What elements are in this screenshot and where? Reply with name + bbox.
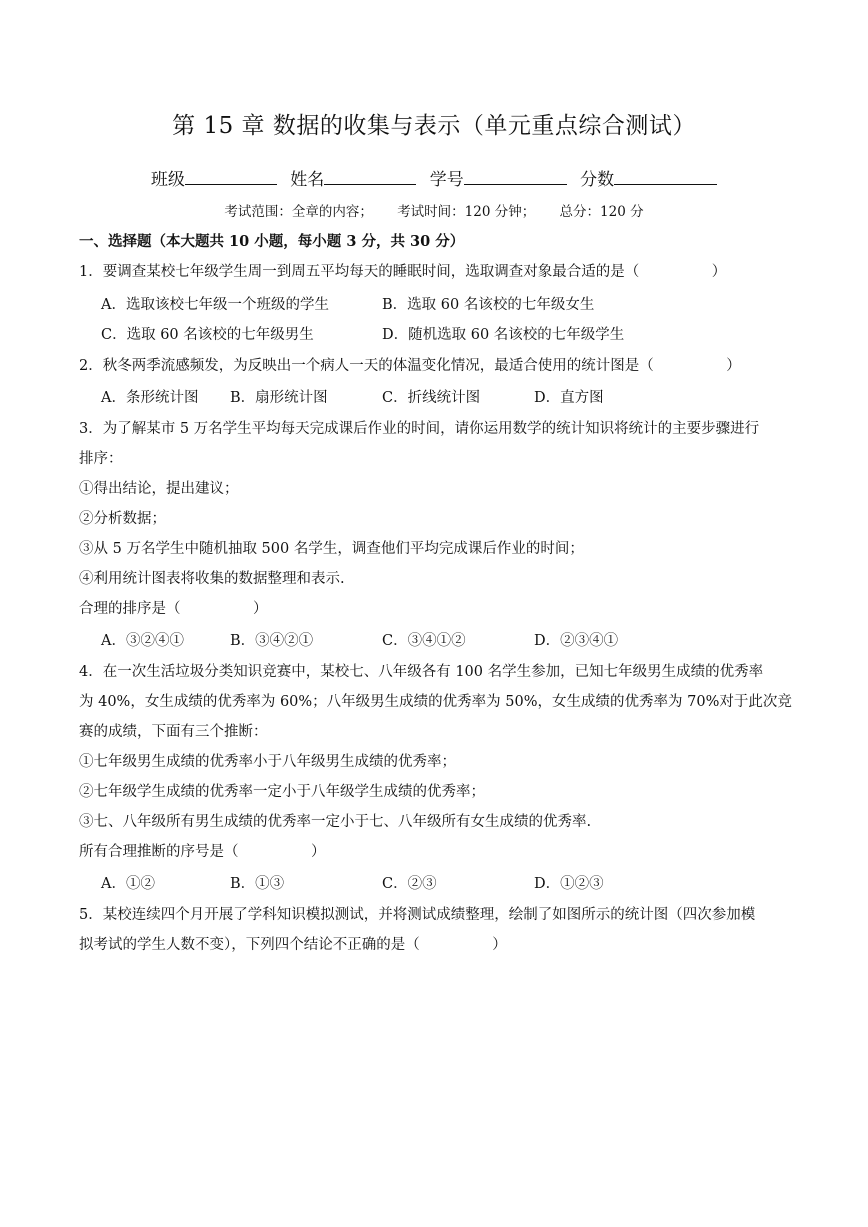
- q1-option-b[interactable]: B．选取 60 名该校的七年级女生: [382, 297, 595, 313]
- q4-option-c[interactable]: C．②③: [382, 876, 437, 892]
- q4-option-d[interactable]: D．①②③: [534, 876, 604, 892]
- q3-option-a[interactable]: A．③②④①: [101, 633, 184, 649]
- name-field: [290, 170, 421, 190]
- q1-option-c[interactable]: C．选取 60 名该校的七年级男生: [101, 327, 314, 343]
- student-info-line: [0, 166, 868, 193]
- page-title: 第 15 章 数据的收集与表示（单元重点综合测试）: [172, 113, 696, 139]
- q1-option-a[interactable]: A．选取该校七年级一个班级的学生: [101, 297, 329, 313]
- q4-stem-line1: 4．在一次生活垃圾分类知识竞赛中，某校七、八年级各有 100 名学生参加，已知七年级男生成绩的优秀率: [79, 664, 764, 680]
- id-blank[interactable]: [464, 166, 567, 185]
- q5-stem-line1: 5．某校连续四个月开展了学科知识模拟测试，并将测试成绩整理，绘制了如图所示的统计图（四次参加模: [79, 907, 756, 923]
- q3-stem-line1: 3．为了解某市 5 万名学生平均每天完成课后作业的时间，请你运用数学的统计知识将统计的主要步骤进行: [79, 421, 760, 437]
- q5-stem-line2: 拟考试的学生人数不变），下列四个结论不正确的是（ ）: [79, 937, 507, 953]
- id-field: [430, 170, 572, 190]
- q2-option-b[interactable]: B．扇形统计图: [230, 390, 328, 406]
- q3-stem-line2: 排序：: [79, 451, 123, 467]
- exam-meta-line: [0, 201, 868, 223]
- score-blank[interactable]: [614, 166, 717, 185]
- q3-step-3: ③从 5 万名学生中随机抽取 500 名学生，调查他们平均完成课后作业的时间；: [79, 541, 584, 557]
- q3-option-d[interactable]: D．②③④①: [534, 633, 619, 649]
- q4-stem-line2: 为 40%，女生成绩的优秀率为 60%；八年级男生成绩的优秀率为 50%，女生成绩的优秀率为 70%对于此次竞: [79, 694, 792, 710]
- q3-step-2: ②分析数据；: [79, 511, 166, 527]
- exam-scope: 考试范围：全章的内容；: [224, 204, 373, 220]
- q4-inference-1: ①七年级男生成绩的优秀率小于八年级男生成绩的优秀率；: [79, 754, 456, 770]
- class-blank[interactable]: [185, 166, 277, 185]
- q4-ask: 所有合理推断的序号是（ ）: [79, 844, 326, 860]
- name-blank[interactable]: [324, 166, 416, 185]
- q2-option-c[interactable]: C．折线统计图: [382, 390, 481, 406]
- score-label: 分数: [580, 170, 615, 190]
- q1-stem: 1．要调查某校七年级学生周一到周五平均每天的睡眠时间，选取调查对象最合适的是（ ）: [79, 264, 727, 280]
- q3-ask: 合理的排序是（ ）: [79, 601, 268, 617]
- q3-option-b[interactable]: B．③④②①: [230, 633, 314, 649]
- q4-stem-line3: 赛的成绩，下面有三个推断：: [79, 724, 268, 740]
- exam-total: 总分：120 分: [559, 204, 644, 220]
- q3-option-c[interactable]: C．③④①②: [382, 633, 466, 649]
- q2-stem: 2．秋冬两季流感频发，为反映出一个病人一天的体温变化情况，最适合使用的统计图是（ ）: [79, 358, 741, 374]
- score-field: [580, 170, 717, 190]
- class-label: 班级: [150, 170, 185, 190]
- exam-time: 考试时间：120 分钟；: [397, 204, 536, 220]
- q1-option-d[interactable]: D．随机选取 60 名该校的七年级学生: [382, 327, 625, 343]
- section-heading: 一、选择题（本大题共 10 小题，每小题 3 分，共 30 分）: [79, 233, 465, 250]
- q3-step-4: ④利用统计图表将收集的数据整理和表示.: [79, 571, 345, 587]
- q4-option-a[interactable]: A．①②: [101, 876, 155, 892]
- name-label: 姓名: [290, 170, 325, 190]
- q2-option-d[interactable]: D．直方图: [534, 390, 604, 406]
- class-field: [151, 170, 282, 190]
- q4-inference-3: ③七、八年级所有男生成绩的优秀率一定小于七、八年级所有女生成绩的优秀率.: [79, 814, 592, 830]
- q4-option-b[interactable]: B．①③: [230, 876, 285, 892]
- q4-inference-2: ②七年级学生成绩的优秀率一定小于八年级学生成绩的优秀率；: [79, 784, 485, 800]
- q2-option-a[interactable]: A．条形统计图: [101, 390, 199, 406]
- q3-step-1: ①得出结论，提出建议；: [79, 481, 239, 497]
- id-label: 学号: [429, 170, 464, 190]
